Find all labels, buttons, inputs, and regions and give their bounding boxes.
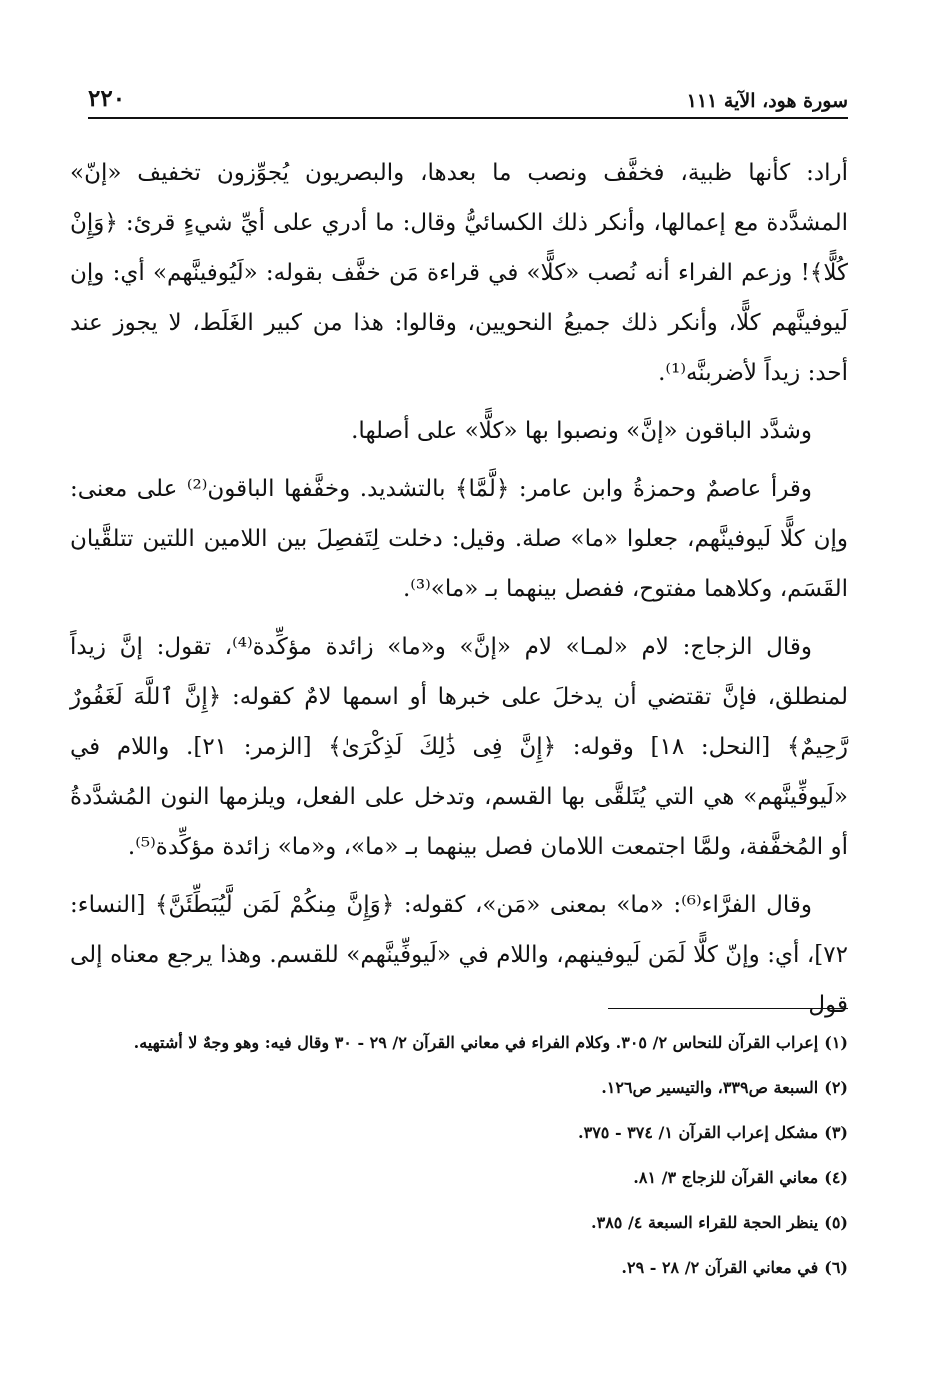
main-text — [70, 148, 848, 1038]
footnote-number: (١) — [824, 1033, 848, 1052]
footnote-number: (٢) — [824, 1078, 848, 1097]
footnote — [70, 1070, 848, 1106]
footnote-number: (٣) — [824, 1123, 848, 1142]
page-number: ٢٢٠ — [88, 85, 126, 112]
footnote — [70, 1025, 848, 1061]
footnote-text: مشكل إعراب القرآن ١/ ٣٧٤ - ٣٧٥. — [578, 1123, 819, 1142]
paragraph: وقال الفرَّاء⁽⁶⁾: «ما» بمعنى «مَن»، كقوله: ﴿وَإِنَّ مِنكُمْ لَمَن لَّيُبَطِّئَنَّ﴾ [النساء: ٧٢]، أي: وإنّ كلًّا لَمَن لَيوفينهم، واللام في «لَيوفِّينَّهم» للقسم. وهذا يرجع معناه إلى قول — [70, 892, 848, 1018]
footnote-text: إعراب القرآن للنحاس ٢/ ٣٠٥. وكلام الفراء في معاني القرآن ٢/ ٢٩ - ٣٠ وقال فيه: وهو وجهٌ لا أشتهيه. — [133, 1033, 819, 1052]
paragraph: وقرأ عاصمٌ وحمزةُ وابن عامر: ﴿لَّمَّا﴾ بالتشديد. وخفَّفها الباقون⁽²⁾ على معنى: وإن كلًّا لَيوفينَّهم، جعلوا «ما» صلة. وقيل: دخلت لِتَفصِلَ بين اللامين اللتين تتلقَّيان القَسَم، وكلاهما مفتوح، ففصل بينهما بـ «ما»⁽³⁾. — [70, 476, 848, 602]
footnote — [70, 1115, 848, 1151]
running-title: سورة هود، الآية ١١١ — [686, 90, 848, 112]
footnotes — [70, 1025, 848, 1295]
footnote — [70, 1250, 848, 1286]
footnote — [70, 1160, 848, 1196]
footnote-number: (٤) — [824, 1168, 848, 1187]
footnote-number: (٦) — [824, 1258, 848, 1277]
footnote-text: في معاني القرآن ٢/ ٢٨ - ٢٩. — [621, 1258, 819, 1277]
paragraph: وشدَّد الباقون «إنَّ» ونصبوا بها «كلًّا» على أصلها. — [351, 418, 812, 444]
page-header — [88, 72, 848, 112]
paragraph: وقال الزجاج: لام «لمـا» لام «إنَّ» و«ما» زائدة مؤكِّدة⁽⁴⁾، تقول: إنَّ زيداً لمنطلق، فإنَّ تقتضي أن يدخلَ على خبرها أو اسمها لامٌ كقوله: ﴿إِنَّ ٱللَّهَ لَغَفُورٌ رَّحِيمٌ﴾ [النحل: ١٨] وقوله: ﴿إِنَّ فِى ذَٰلِكَ لَذِكْرَىٰ﴾ [الزمر: ٢١]. واللام في «لَيوفِّينَّهم» هي التي يُتَلقَّى بها القسم، وتدخل على الفعل، ويلزمها النون المُشدَّدةُ أو المُخفَّفة، ولمَّا اجتمعت اللامان فصل بينهما بـ «ما»، و«ما» زائدة مؤكِّدة⁽⁵⁾. — [70, 634, 848, 860]
footnote — [70, 1205, 848, 1241]
header-rule — [88, 117, 848, 119]
footnote-text: ينظر الحجة للقراء السبعة ٤/ ٣٨٥. — [591, 1213, 819, 1232]
footnote-separator — [608, 1008, 848, 1009]
paragraph: أراد: كأنها ظبية، فخفَّف ونصب ما بعدها، والبصريون يُجوِّزون تخفيف «إنّ» المشدَّدة مع إعمالها، وأنكر ذلك الكسائيُّ وقال: ما أدري على أيِّ شيءٍ قرئ: ﴿وَإِنْ كُلًّا﴾! وزعم الفراء أنه نُصب «كلًّا» في قراءة مَن خفَّف بقوله: «لَيُوفينَّهم» أي: وإن لَيوفينَّهم كلًّا، وأنكر ذلك جميعُ النحويين، وقالوا: هذا من كبير الغَلَط، لا يجوز عند أحد: زيداً لأضربنَّه⁽¹⁾. — [70, 160, 848, 386]
footnote-number: (٥) — [824, 1213, 848, 1232]
footnote-text: السبعة ص٣٣٩، والتيسير ص١٢٦. — [601, 1078, 819, 1097]
footnote-text: معاني القرآن للزجاج ٣/ ٨١. — [633, 1168, 819, 1187]
